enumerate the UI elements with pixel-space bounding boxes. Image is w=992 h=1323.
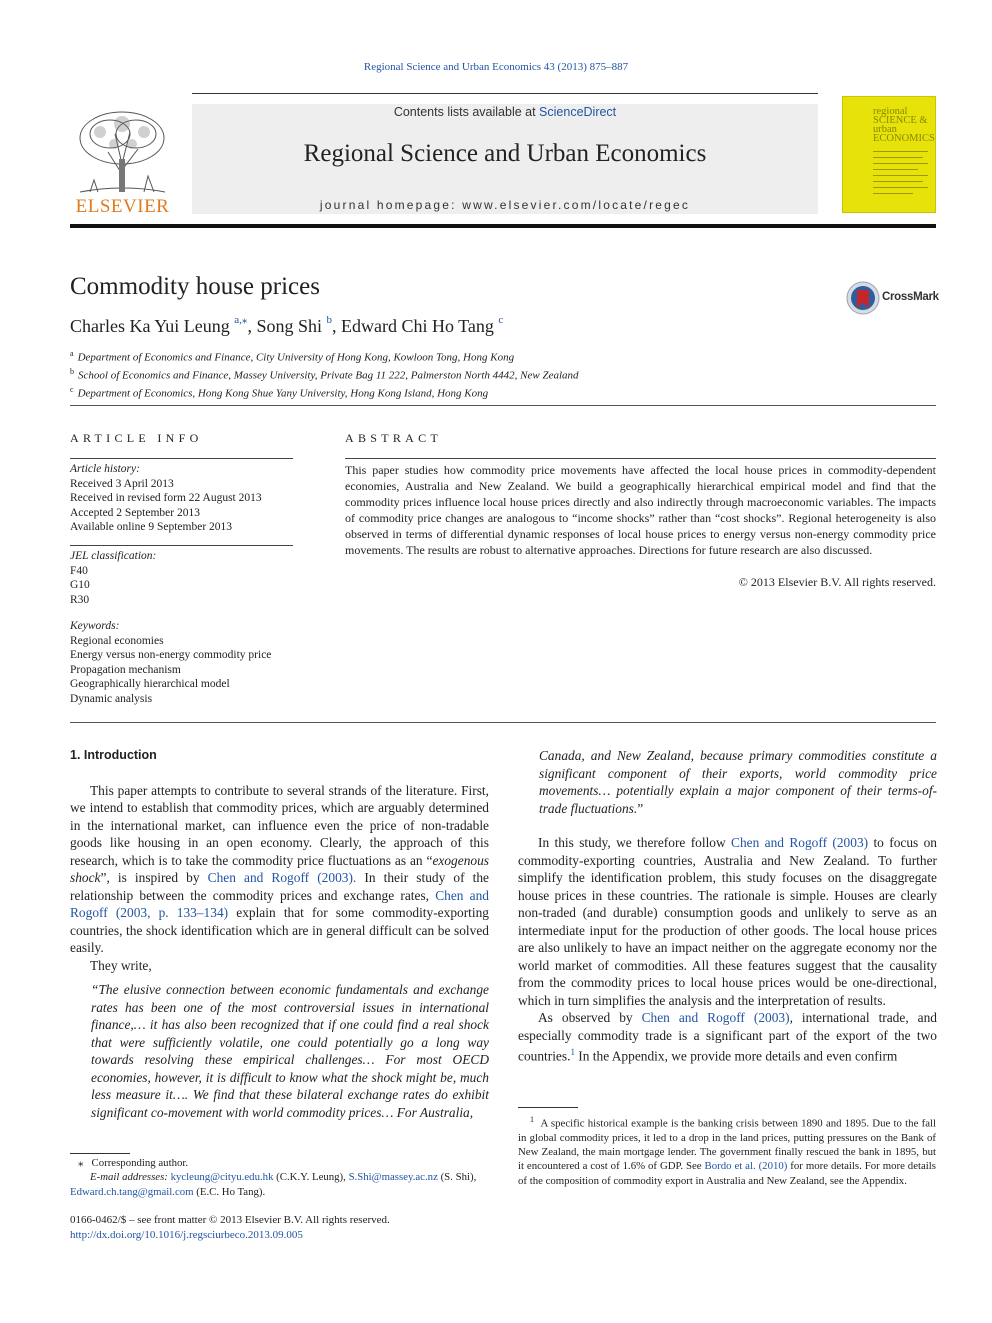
text-run-emphasis: exogenous shock — [70, 852, 489, 885]
email-owner: (E.C. Ho Tang). — [193, 1185, 266, 1198]
author-affiliation-marker[interactable]: b — [326, 314, 332, 326]
cover-title: regional SCIENCE & urban ECONOMICS — [873, 106, 935, 144]
email-link[interactable]: Edward.ch.tang@gmail.com — [70, 1185, 194, 1198]
keyword-item: Energy versus non-energy commodity price — [70, 649, 272, 661]
footnote-rule — [70, 1153, 130, 1154]
jel-code: F40 — [70, 564, 88, 577]
keywords-label: Keywords: — [70, 620, 120, 632]
front-matter-text: 0166-0462/$ – see front matter © 2013 Elsevier B.V. All rights reserved. — [70, 1214, 390, 1226]
footnote-number: 1 — [530, 1115, 534, 1124]
contents-line — [192, 105, 818, 119]
paragraph — [518, 1009, 937, 1065]
journal-title: Regional Science and Urban Economics — [303, 140, 707, 167]
keywords — [70, 619, 300, 706]
abstract-text: This paper studies how commodity price movements have affected the local house prices in commodity-dependent economies, Australia and New Zealand. We build a geographically hierarchical empirical model and find that the commodity prices influence local house prices directly and also indirectly through macroeconomic variables. The impacts of commodity price changes are analogous to “income shocks” rather than “cost shocks”. Regional heterogeneity is also observed in terms of differential dynamic responses of local house prices to energy versus non-energy commodity price movements. The results are robust to alternative approaches. Directions for future research are also discussed. — [345, 463, 936, 558]
contents-prefix: Contents lists available at — [393, 105, 540, 119]
email-owner: (C.K.Y. Leung), — [273, 1171, 349, 1184]
text-run: As observed by — [538, 1010, 642, 1025]
header-rule — [192, 93, 818, 94]
text-run: ”, is inspired by — [100, 870, 208, 885]
email-line — [70, 1170, 490, 1184]
author-name: Charles Ka Yui Leung — [70, 316, 230, 336]
history-item: Accepted 2 September 2013 — [70, 506, 200, 519]
section-rule — [70, 722, 936, 723]
citation-link[interactable]: Chen and Rogoff (2003) — [641, 1010, 790, 1025]
crossmark-badge[interactable] — [846, 281, 939, 315]
jel-classification — [70, 549, 300, 607]
cover-line — [873, 181, 923, 182]
journal-citation[interactable]: Regional Science and Urban Economics 43 (2013) 875–887 — [363, 61, 629, 73]
keyword-item: Regional economies — [70, 634, 164, 647]
affiliation-list — [70, 347, 579, 401]
cover-line — [873, 157, 923, 158]
footnote-1 — [518, 1113, 936, 1188]
footnote-indent — [518, 1118, 530, 1130]
journal-homepage — [192, 198, 818, 212]
email-owner: (S. Shi), — [437, 1171, 477, 1184]
text-run: Canada, and New Zealand, because primary commodities constitute a significant component of their exports, world commodity price movements… potentially explain a major component of their terms-of-trade fluctuations. — [539, 748, 937, 816]
info-rule — [70, 458, 293, 459]
cover-line — [873, 151, 928, 152]
cover-line — [873, 163, 928, 164]
affiliation-item — [70, 365, 579, 383]
paragraph: They write, — [90, 957, 152, 973]
corresponding-line — [70, 1156, 490, 1170]
corresponding-author-note — [70, 1156, 490, 1199]
author-affiliation-marker[interactable]: c — [498, 314, 504, 326]
affiliation-marker: b — [70, 367, 74, 377]
paragraph — [518, 834, 937, 1009]
corresponding-mark: ⁎ — [78, 1157, 84, 1169]
doi-link[interactable]: http://dx.doi.org/10.1016/j.regsciurbeco.2013.09.005 — [70, 1228, 303, 1241]
history-item: Available online 9 September 2013 — [70, 521, 233, 533]
spacer — [70, 765, 489, 782]
affiliation-text: Department of Economics, Hong Kong Shue Yany University, Hong Kong Island, Hong Kong — [77, 387, 489, 400]
section-heading: 1. Introduction — [70, 748, 157, 762]
right-column — [518, 747, 937, 1065]
publisher-wordmark: ELSEVIER — [75, 196, 170, 217]
spacer — [518, 817, 937, 834]
paragraph — [70, 782, 489, 957]
crossmark-icon — [846, 281, 880, 315]
affiliation-item — [70, 347, 579, 365]
text-run: to focus on commodity-exporting countries, Australia and New Zealand. To further simplify the identification problem, this study focuses on the disaggregate house prices in these countries. The rationale is simple. Houses are clearly non-traded (and durable) consumption goods and unlikely to serve as an intermediate input for the production of other goods. The local house prices are also unlikely to have an impact neither on the aggregate economy nor the world market of commodities. All these features suggest that the causality from the commodity prices to local house prices would be one-directional, which in turn simplifies the analysis and the interpretation of results. — [518, 835, 937, 1008]
header-thick-rule — [70, 224, 936, 228]
citation-link[interactable]: Chen and Rogoff (2003) — [731, 835, 869, 850]
email-label: E-mail addresses: — [90, 1171, 171, 1184]
cover-line — [873, 169, 918, 170]
front-matter-note — [70, 1213, 390, 1242]
citation-link[interactable]: Bordo et al. (2010) — [704, 1160, 788, 1173]
author-name: Edward Chi Ho Tang — [340, 316, 494, 336]
jel-code: R30 — [70, 593, 90, 606]
homepage-url[interactable]: www.elsevier.com/locate/regec — [462, 198, 691, 212]
affiliation-text: Department of Economics and Finance, City University of Hong Kong, Kowloon Tong, Hong Kong — [77, 351, 515, 364]
citation-link[interactable]: Chen and Rogoff (2003). — [207, 870, 357, 885]
footnote-indent — [70, 1171, 90, 1183]
jel-label: JEL classification: — [70, 550, 157, 562]
footnote-text: A specific historical example is the banking crisis between 1890 and 1895. Due to the fall in global commodity prices, it led to a drop in the land prices, putting pressures on the Bank of New Zealand, the main mortgage lender. The government finally rescued the bank in 1895, but it encountered a cost of 1.6% of GDP. See — [518, 1117, 936, 1173]
affiliation-text: School of Economics and Finance, Massey University, Private Bag 11 222, Palmerston North 4442, New Zealand — [78, 369, 579, 382]
article-history — [70, 462, 300, 535]
journal-cover-thumbnail[interactable] — [842, 96, 936, 213]
citation-link[interactable]: Chen and Rogoff (2003, p. 133–134) — [70, 887, 489, 920]
sciencedirect-link[interactable]: ScienceDirect — [539, 105, 617, 119]
info-rule — [70, 545, 293, 546]
cover-line — [873, 193, 913, 194]
email-link[interactable]: S.Shi@massey.ac.nz — [348, 1171, 438, 1184]
email-link[interactable]: kycleung@cityu.edu.hk — [170, 1171, 274, 1184]
author-name: Song Shi — [256, 316, 322, 336]
text-run: explain that for some commodity-exporting countries, the shock identification which are in general difficult can be solved easily. — [70, 905, 489, 955]
corresponding-label: Corresponding author. — [91, 1157, 189, 1169]
keyword-item: Propagation mechanism — [70, 663, 181, 676]
author-affiliation-marker[interactable]: a,⁎ — [234, 314, 248, 326]
cover-line — [873, 175, 928, 176]
jel-code: G10 — [70, 579, 90, 591]
email-line — [70, 1185, 490, 1199]
text-run: , international trade, and especially commodity trade is a significant part of the export of the two countries. — [518, 1010, 937, 1064]
text-run: In this study, we therefore follow — [538, 835, 732, 850]
history-item: Received in revised form 22 August 2013 — [70, 492, 262, 504]
affiliation-item — [70, 383, 579, 401]
abstract-copyright: © 2013 Elsevier B.V. All rights reserved. — [738, 575, 936, 589]
left-column — [70, 747, 489, 1121]
abstract-rule — [345, 458, 936, 459]
text-run: In their study of the relationship between the commodity prices and exchange rates, — [70, 870, 489, 903]
article-title: Commodity house prices — [70, 273, 320, 300]
homepage-prefix: journal homepage: — [319, 198, 463, 212]
article-info-heading: ARTICLE INFO — [70, 431, 203, 445]
text-run: In the Appendix, we provide more details and even confirm — [574, 1048, 898, 1064]
block-quote: “The elusive connection between economic fundamentals and exchange rates has been one of the most controversial issues in international finance,… it has also been recognized that if one could find a real shock that were sufficiently volatile, one could potentially go a long way towards resolving these empirical challenges… For most OECD economies, however, it is difficult to know what the shock might be, much less measure it…. We find that these bilateral exchange rates do exhibit significant co-movement with world commodity prices… For Australia, — [91, 982, 489, 1120]
footnote-rule — [518, 1107, 578, 1108]
footnote-marker[interactable]: 1 — [570, 1047, 575, 1057]
block-quote-continued — [518, 747, 937, 817]
section-rule — [70, 405, 936, 406]
text-run: ” — [637, 800, 644, 816]
spacer — [70, 974, 489, 981]
crossmark-label: CrossMark — [882, 291, 939, 303]
affiliation-marker: c — [70, 385, 74, 395]
history-item: Received 3 April 2013 — [70, 477, 174, 490]
cover-line — [873, 187, 928, 188]
footnote-indent — [70, 1157, 78, 1169]
footnote-text: for more details. For more details of the composition of commodity export in Australia and New Zealand, see the Appendix. — [518, 1160, 936, 1187]
author-list: Charles Ka Yui Leung $^{a,⁎}$, Song Shi $^b$, Edward Chi Ho Tang $^c$ — [70, 314, 504, 336]
keyword-item: Geographically hierarchical model — [70, 678, 230, 690]
text-run: This paper attempts to contribute to several strands of the literature. First, we intend to establish that commodity prices, which are arguably determined in the international market, can influence even the price of non-tradable goods like housing in an open economy. Clearly, the approach of this research, which is to take the commodity price fluctuations as an “ — [70, 782, 489, 868]
keyword-item: Dynamic analysis — [70, 692, 153, 705]
affiliation-marker: a — [70, 349, 74, 358]
history-label: Article history: — [70, 463, 140, 475]
abstract-heading: ABSTRACT — [345, 431, 443, 445]
